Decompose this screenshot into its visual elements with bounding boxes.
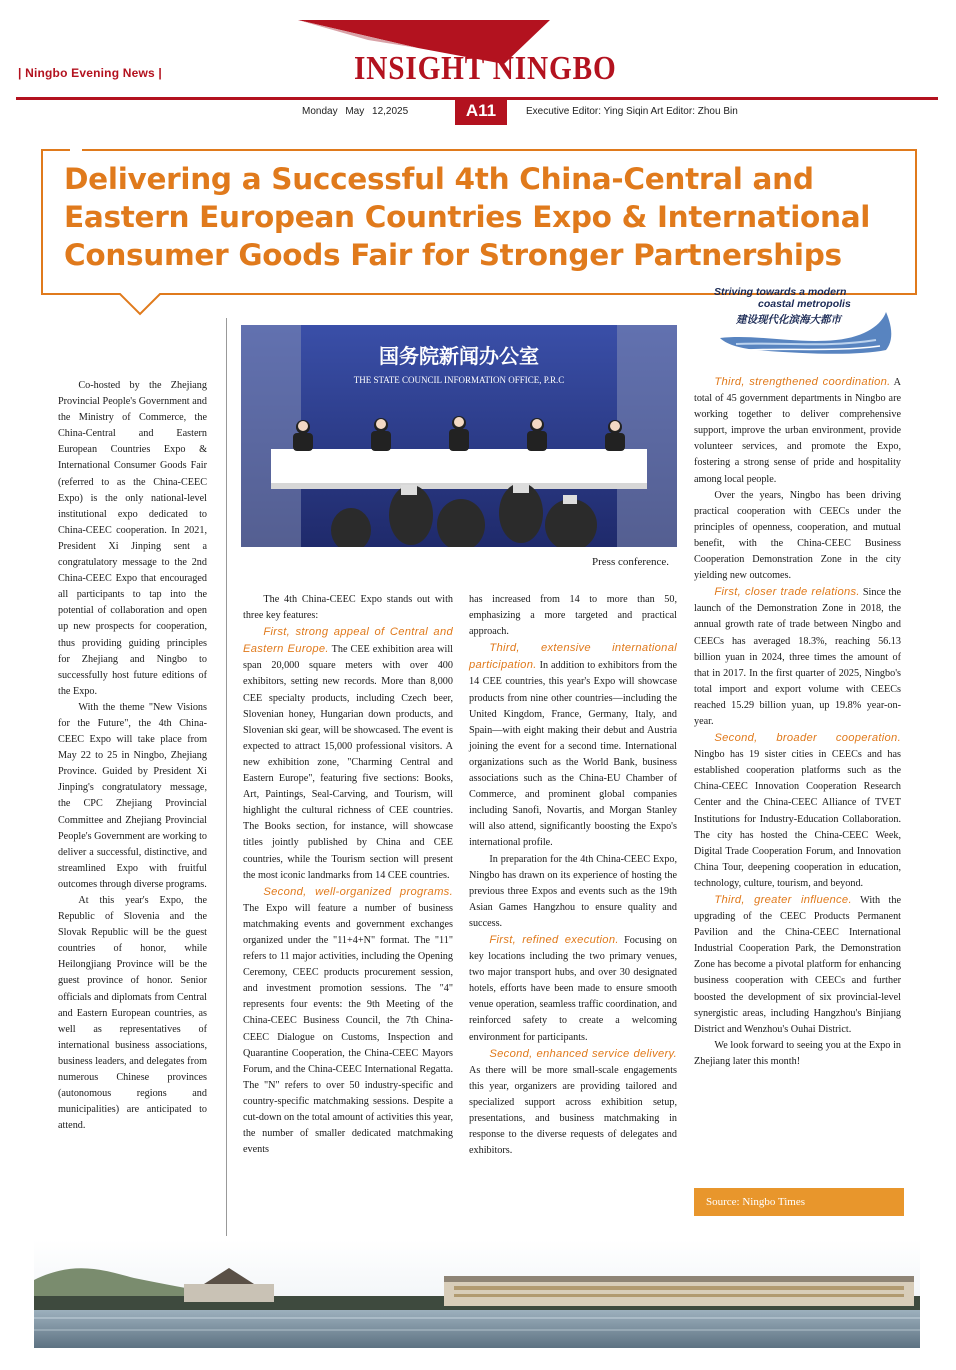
photo-banner-english: THE STATE COUNCIL INFORMATION OFFICE, P.R.C bbox=[353, 375, 565, 385]
paragraph bbox=[694, 584, 901, 730]
paragraph-text: In addition to exhibitors from the 14 CEE countries, this year's Expo will showcase products from nine other countries—including the United Kingdom, France, Germany, Italy, and Spain—with eight making their debut and Austria joining the event for a second time. International organizations such as the World Bank, business associations such as the China-EU Chamber of Commerce, and prominent global companies including Sanofi, Novartis, and Morgan Stanley will also attend, significantly boosting the Expo's international profile. bbox=[469, 660, 678, 849]
paragraph: Over the years, Ningbo has been driving practical cooperation with CEECs under the principles of openness, cooperation, and mutual benefit, with the China-CEEC Business Cooperation Demonstration Zone in the city yielding new outcomes. bbox=[694, 489, 901, 582]
expo-venue-panorama bbox=[34, 1240, 920, 1348]
photo-banner-chinese: 国务院新闻办公室 bbox=[379, 344, 539, 368]
paragraph bbox=[469, 1046, 677, 1160]
slogan-line-1: Striving towards a modern bbox=[714, 286, 847, 298]
paragraph: With the theme "New Visions for the Future", the 4th China-CEEC Expo will take place from May 22 to 25 in Ningbo, Zhejiang Province. Guided by President Xi Jinping's congratulatory message, the CPC Zhejiang Provincial Committee and Zhejiang Provincial People's Government are working to deliver a successful, distinctive, and streamlined Expo with fruitful outcomes through diverse programs. bbox=[58, 701, 207, 890]
subheading: Second, broader cooperation. bbox=[714, 732, 901, 745]
paragraph-text: The CEE exhibition area will span 20,000 square meters with over 400 exhibitors, setting new records. More than 8,000 CEE specialty products, including Czech beer, Slovenian honey, Hungarian down products, and Slovenian ski gear, will be showcased. The event is expected to attract 15,000 professional visitors. A new exhibition zone, "Charming Central and Eastern Europe", featuring five sections: Books, Art, Paintings, Seal-Carving, and Tourism, will highlight the cultural richness of CEE countries. The Books section, for instance, will showcase titles jointly published by China and CEE countries, while the Tourism section will present the most iconic landmarks from 14 CEE countries. bbox=[243, 644, 453, 881]
issue-date: Monday May 12,2025 bbox=[302, 106, 409, 117]
paragraph-text: As there will be more small-scale engagements this year, organizers are providing tailored and specialized support across exhibition setup, presentations, and business matchmaking in response to the diverse requests of delegates and exhibitors. bbox=[469, 1064, 677, 1157]
paragraph-text: Focusing on key locations including the two primary venues, two major transport hubs, and over 30 designated hotels, efforts have been made to ensure smooth venue operation, seamless traffic coordination, and reinforced safety to create a welcoming environment for participants. bbox=[469, 934, 677, 1043]
article-column-4 bbox=[694, 374, 901, 1070]
article-column-1 bbox=[58, 378, 207, 1134]
section-title: INSIGHT NINGBO bbox=[354, 50, 617, 87]
subheading: First, strong appeal of Central and Eastern Europe. bbox=[243, 626, 453, 656]
paragraph bbox=[243, 624, 453, 884]
paragraph-text: With the upgrading of the CEEC Products Permanent Pavilion and the China-CEEC International Industrial Cooperation Park, the Demonstration Zone has become a pivotal platform for enhancing business cooperation with CEECs and further boosted the development of six provincial-level synergistic areas, including Hangzhou's Binjiang District and Wenzhou's Ouhai District. bbox=[694, 895, 901, 1035]
subheading: First, refined execution. bbox=[489, 933, 619, 946]
editor-credits: Executive Editor: Ying Siqin Art Editor: Zhou Bin bbox=[526, 106, 738, 117]
subheading: Third, greater influence. bbox=[714, 894, 852, 906]
paragraph: We look forward to seeing you at the Expo in Zhejiang later this month! bbox=[694, 1039, 901, 1067]
paragraph: has increased from 14 to more than 50, emphasizing a more targeted and practical approach. bbox=[469, 594, 677, 638]
paragraph: Co-hosted by the Zhejiang Provincial People's Government and the Ministry of Commerce, the China-Central and Eastern European Countries Expo & International Consumer Goods Fair (referred to as the China-CEEC Expo) is the only national-level institutional expo dedicated to China-CEEC cooperation. In 2021, President Xi Jinping sent a congratulatory message to the 2nd China-CEEC Expo that encouraged all participants to tap into the potential of collaboration and open up new prospects for cooperation, thus providing guiding principles for Zhejiang and Ningbo to successfully host future editions of the Expo. bbox=[58, 380, 207, 697]
paragraph bbox=[469, 932, 677, 1046]
subheading: First, closer trade relations. bbox=[714, 586, 860, 599]
subheading: Second, well-organized programs. bbox=[263, 885, 453, 898]
press-conference-photo bbox=[241, 325, 677, 547]
paragraph bbox=[694, 892, 901, 1038]
subheading: Third, strengthened coordination. bbox=[714, 376, 891, 388]
paragraph: In preparation for the 4th China-CEEC Expo, Ningbo has drawn on its experience of hosting the previous three Expos and events such as the 19th Asian Games Hangzhou to ensure quality and success. bbox=[469, 853, 677, 929]
paragraph bbox=[694, 730, 901, 892]
paragraph bbox=[469, 640, 677, 851]
paragraph-text: Ningbo has 19 sister cities in CEECs and has established cooperation platforms such as the China-CEEC Innovation Cooperation Research Center and the China-CEEC Alliance of TVET Institutions for Industry-Education Collaboration. The city has hosted the China-CEEC Week, Digital Trade Cooperation Forum, and Innovation China Tour, deepening cooperation in education, technology, culture, tourism, and beyond. bbox=[694, 749, 901, 889]
slogan-chinese: 建设现代化滨海大都市 bbox=[736, 314, 841, 326]
subheading: Second, enhanced service delivery. bbox=[489, 1047, 677, 1060]
headline: Delivering a Successful 4th China-Central and Eastern European Countries Expo & International Consumer Goods Fair for Stronger Partnerships bbox=[64, 162, 871, 272]
paragraph bbox=[694, 374, 901, 488]
slogan-line-2: coastal metropolis bbox=[758, 298, 851, 310]
article-column-2 bbox=[243, 592, 453, 1158]
paragraph-text: Since the launch of the Demonstration Zone in 2018, the annual growth rate of trade between Ningbo and CEECs has averaged 18.3%, reaching 56.13 billion yuan in 2024, three times the amount of that in 2017. In the first quarter of 2025, Ningbo's total import and export volume with CEECs reached 15.29 billion yuan, up 19.8% year-on-year. bbox=[694, 587, 901, 727]
press-conference-illustration bbox=[241, 325, 677, 547]
article-column-3 bbox=[469, 592, 677, 1159]
page-number: A11 bbox=[455, 99, 507, 125]
paragraph-text: A total of 45 government departments in Ningbo are working together to deliver comprehensive support, improve the urban environment, provide volunteer services, and promote the Expo, fostering a strong sense of pride and hospitality among local people. bbox=[694, 377, 901, 485]
venue-illustration bbox=[34, 1240, 920, 1348]
paragraph bbox=[243, 884, 453, 1159]
column-divider bbox=[226, 318, 227, 1236]
source-box: Source: Ningbo Times bbox=[694, 1188, 904, 1216]
newspaper-name: | Ningbo Evening News | bbox=[18, 66, 162, 80]
paragraph: The 4th China-CEEC Expo stands out with three key features: bbox=[243, 594, 453, 622]
photo-caption: Press conference. bbox=[592, 556, 669, 568]
paragraph: At this year's Expo, the Republic of Slovenia and the Slovak Republic will be the guest countries of honor, while Heilongjiang Province will be the guest province of honor. Senior officials and diplomats from Central and Eastern European countries, as well as representatives of international business associations, business leaders, and delegates from numerous Chinese provinces (autonomous regions and municipalities) are anticipated to attend. bbox=[58, 895, 207, 1132]
subheading: Third, extensive international participation. bbox=[469, 642, 677, 672]
paragraph-text: The Expo will feature a number of business matchmaking events and government exchanges organized under the "11+4+N" format. The "11" refers to 11 major activities, including the Opening Ceremony, CEEC products procurement session, and investment promotion sessions. The "4" represents four events: the 9th Meeting of the China-CEEC Business Council, the 7th China-CEEC Dialogue on Customs, Inspection and Quarantine Cooperation, the China-CEEC Mayors Forum, and the China-CEEC International Regatta. The "N" refers to over 50 industry-specific and country-specific matchmaking sessions. Despite a cut-down on the total amount of activities this year, the number of smaller dedicated matchmaking events bbox=[243, 902, 453, 1156]
